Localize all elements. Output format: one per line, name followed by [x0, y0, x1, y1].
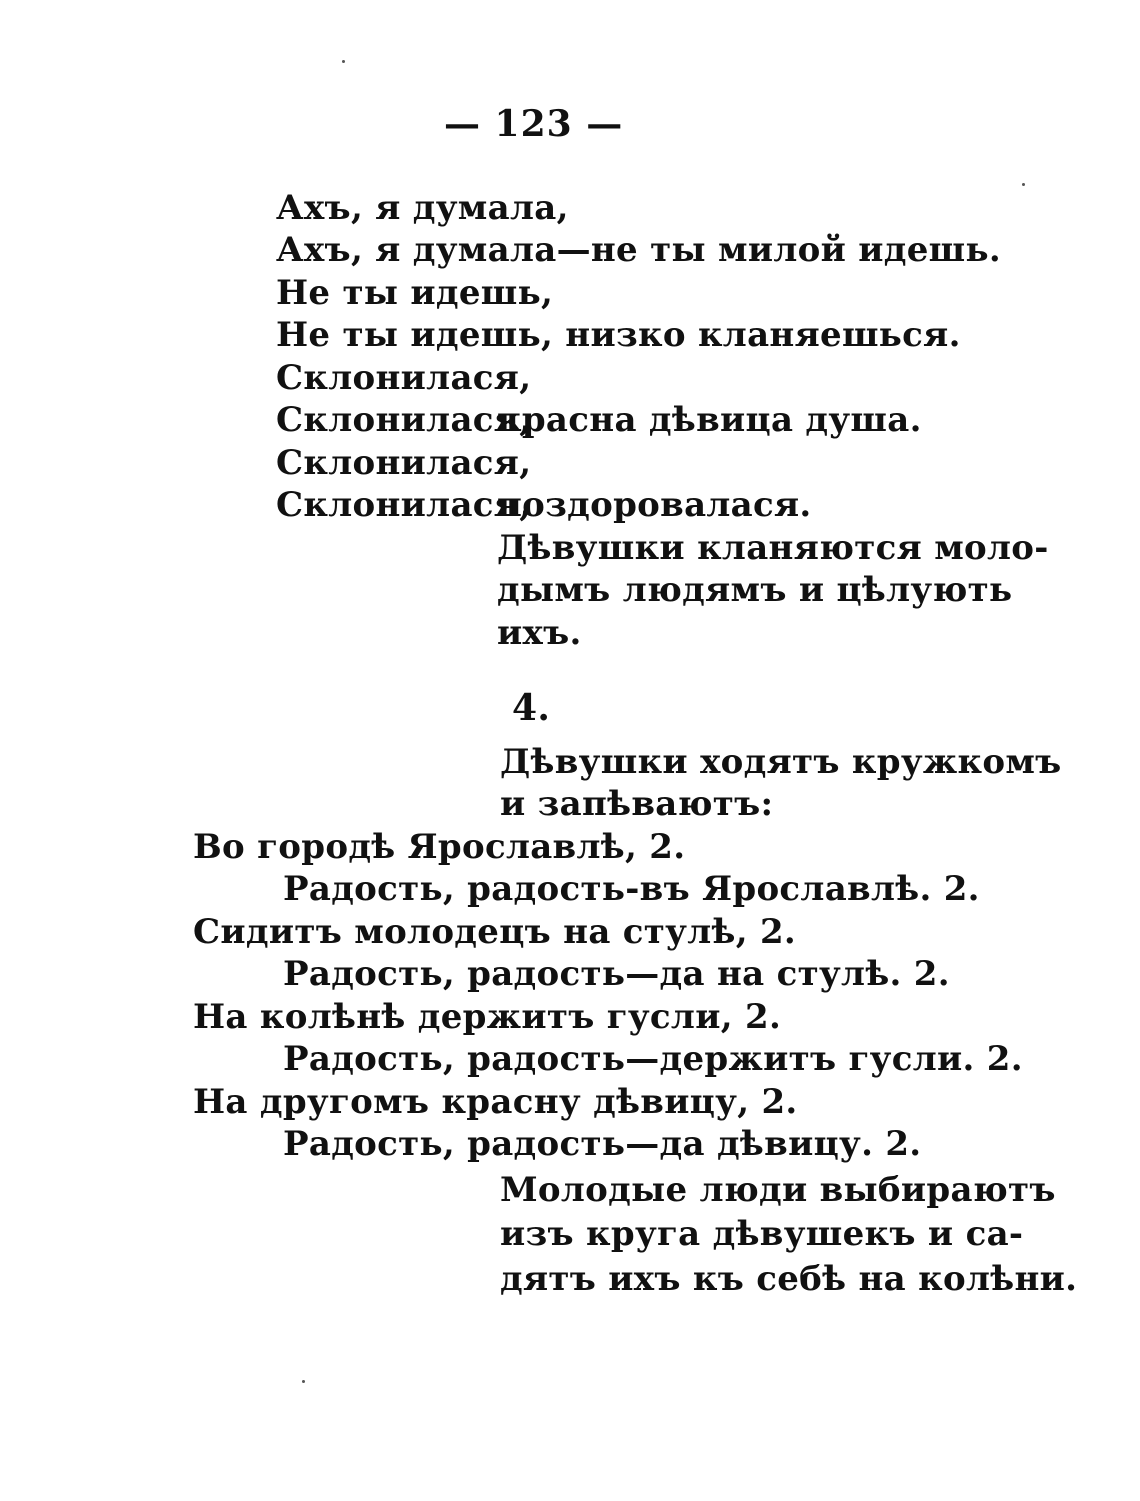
- verse-line: Не ты идешь, низко кланяешься.: [276, 315, 961, 355]
- verse-line: Сидитъ молодецъ на стулѣ, 2.: [193, 912, 797, 952]
- verse-line-left: Склонилася,: [276, 485, 532, 525]
- verse-line: Склонилася,: [276, 358, 532, 398]
- verse-line: На колѣнѣ держитъ гусли, 2.: [193, 997, 782, 1037]
- intro-line: и запѣваютъ:: [500, 784, 774, 824]
- verse-line-right: красна дѣвица душа.: [497, 400, 922, 440]
- stage-direction-line: изъ круга дѣвушекъ и са-: [500, 1214, 1024, 1254]
- stage-direction-line: дятъ ихъ къ себѣ на колѣни.: [500, 1259, 1078, 1299]
- stage-direction-line: Дѣвушки кланяются моло-: [497, 528, 1049, 568]
- verse-line: Ахъ, я думала,: [276, 188, 569, 228]
- verse-line: Склонилася,: [276, 443, 532, 483]
- verse-line: На другомъ красну дѣвицу, 2.: [193, 1082, 798, 1122]
- verse-line: Во городѣ Ярославлѣ, 2.: [193, 827, 686, 867]
- stage-direction-line: Молодые люди выбираютъ: [500, 1170, 1056, 1210]
- verse-line-left: Склонилася,: [276, 400, 532, 440]
- verse-line-right: поздоровалася.: [497, 485, 812, 525]
- refrain-line: Радость, радость—да на стулѣ. 2.: [283, 954, 950, 994]
- scan-speck: [302, 1380, 305, 1383]
- refrain-line: Радость, радость—держитъ гусли. 2.: [283, 1039, 1023, 1079]
- verse-line: Не ты идешь,: [276, 273, 554, 313]
- stage-direction-line: дымъ людямъ и цѣлують: [497, 570, 1013, 610]
- page-number: — 123 —: [444, 103, 624, 145]
- scan-speck: [342, 60, 345, 63]
- intro-line: Дѣвушки ходятъ кружкомъ: [500, 742, 1062, 782]
- refrain-line: Радость, радость-въ Ярославлѣ. 2.: [283, 869, 980, 909]
- section-number: 4.: [512, 687, 551, 729]
- verse-line: Ахъ, я думала—не ты милой идешь.: [276, 230, 1002, 270]
- stage-direction-line: ихъ.: [497, 613, 582, 653]
- refrain-line: Радость, радость—да дѣвицу. 2.: [283, 1124, 922, 1164]
- scan-speck: [1022, 183, 1025, 186]
